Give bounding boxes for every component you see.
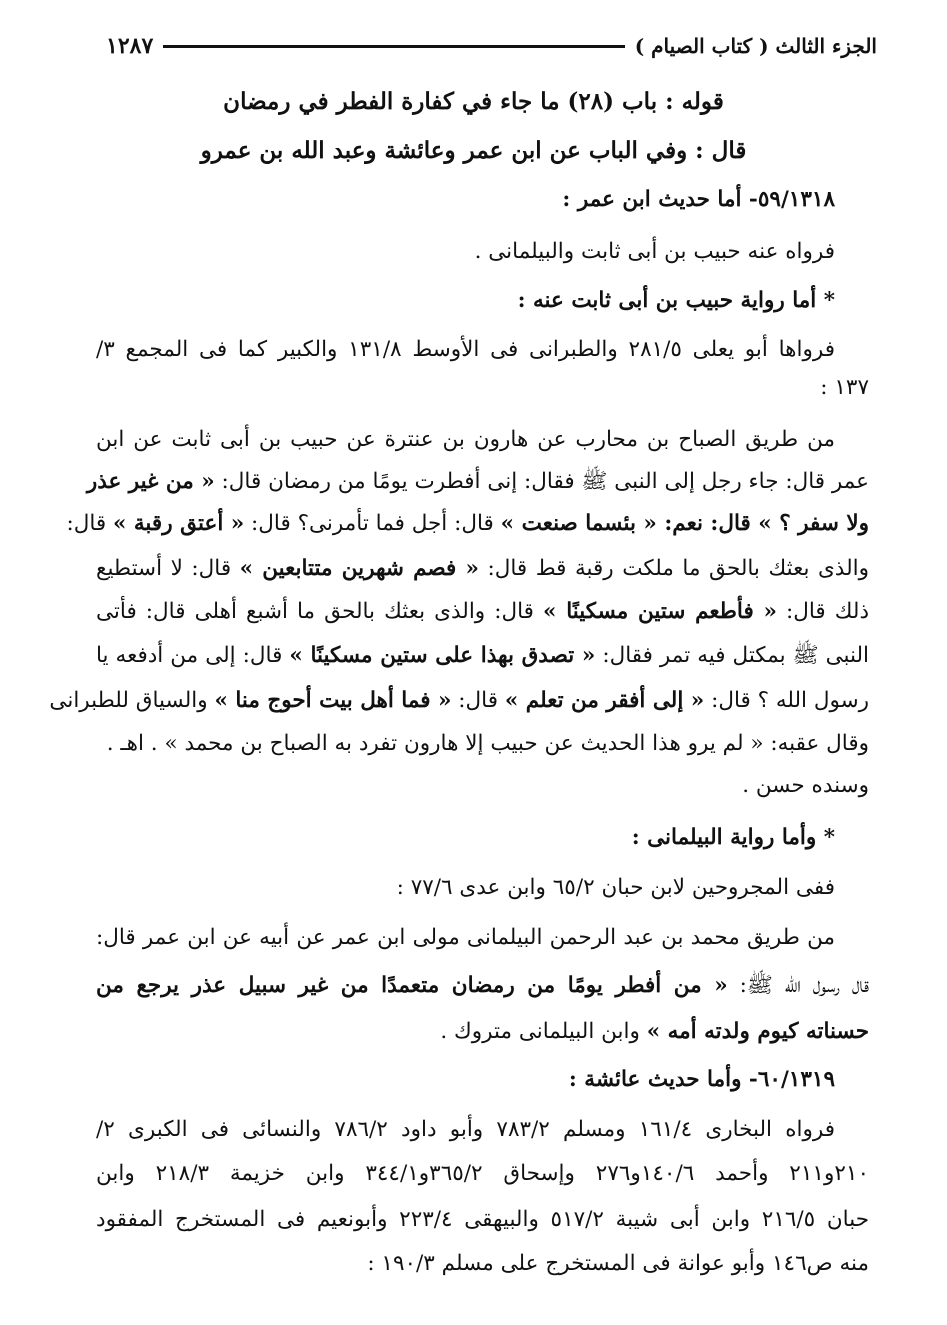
chapter-heading — [78, 78, 869, 126]
text-run: * وأما رواية البيلمانى : — [631, 825, 835, 850]
text-run: قال : وفي الباب عن ابن عمر وعائشة وعبد الله بن عمرو — [200, 137, 747, 164]
text-line — [66, 500, 869, 548]
text-line — [96, 962, 869, 1010]
text-run: رسول الله ؟ قال: — [704, 688, 869, 713]
text-line — [96, 1106, 835, 1154]
text-line — [96, 228, 835, 276]
subheading-bilmani — [96, 814, 835, 862]
text-line — [96, 588, 869, 636]
text-line — [96, 914, 835, 962]
text-line — [96, 864, 835, 912]
text-run: وابن البيلمانى متروك . — [440, 1019, 647, 1044]
text-line — [96, 720, 869, 768]
text-line — [96, 545, 869, 593]
text-run: والذى بعثك بالحق ما ملكت رقبة قط قال: — [478, 556, 869, 581]
text-run: قال: — [66, 511, 113, 536]
text-run: حسناته كيوم ولدته أمه » — [646, 1019, 869, 1044]
text-line — [86, 458, 869, 506]
subheading-habib — [96, 277, 835, 325]
page-number: ١٢٨٧ — [106, 33, 154, 59]
text-line — [96, 632, 869, 680]
page-header — [106, 28, 877, 64]
header-rule — [163, 45, 624, 48]
text-run: قال: أجل فما تأمرنى؟ قال: — [244, 511, 501, 536]
text-line — [96, 1196, 869, 1244]
text-run: النبى ﷺ بمكتل فيه تمر فقال: — [595, 643, 870, 668]
text-run: ففى المجروحين لابن حبان ٦٥/٢ وابن عدى ٧٧/٦ : — [396, 875, 835, 900]
text-run: قوله : باب (٢٨) ما جاء في كفارة الفطر في رمضان — [223, 88, 724, 115]
text-run: * أما رواية حبيب بن أبى ثابت عنه : — [517, 288, 835, 313]
running-head: الجزء الثالث ( كتاب الصيام ) — [634, 34, 877, 58]
text-run: فرواه عنه حبيب بن أبى ثابت والبيلمانى . — [474, 239, 835, 264]
text-run: ٥٩/١٣١٨- أما حديث ابن عمر : — [562, 187, 835, 212]
text-line — [96, 416, 835, 464]
hadith-heading-ibn-umar — [96, 176, 835, 224]
text-run: « تصدق بهذا على ستين مسكينًا » — [289, 643, 596, 668]
text-run: فرواه البخارى ١٦١/٤ ومسلم ٧٨٣/٢ وأبو داود ٧٨٦/٢ والنسائى فى الكبرى ٢/ — [96, 1117, 835, 1142]
hadith-heading-aisha — [96, 1056, 835, 1104]
text-run: والسياق للطبرانى — [49, 688, 215, 713]
text-run: « إلى أفقر من تعلم » — [504, 688, 705, 713]
text-run: ٦٠/١٣١٩- وأما حديث عائشة : — [568, 1067, 835, 1092]
text-run: « أعتق رقبة » — [112, 511, 245, 536]
text-line — [96, 364, 869, 412]
text-run: قال: — [451, 688, 505, 713]
text-line — [96, 1240, 869, 1288]
text-run: عمر قال: جاء رجل إلى النبى ﷺ فقال: إنى أفطرت يومًا من رمضان قال: — [214, 469, 869, 494]
text-run: وقال عقبه: « لم يرو هذا الحديث عن حبيب إلا هارون تفرد به الصباح بن محمد » . اهـ . — [106, 731, 869, 756]
text-run: قال: لا أستطيع — [96, 556, 240, 581]
text-run: قال رسول الله ﷺ: — [727, 973, 870, 998]
text-line — [96, 1008, 869, 1056]
text-line — [49, 677, 869, 725]
text-run: وسنده حسن . — [742, 773, 869, 798]
text-run: حبان ٢١٦/٥ وابن أبى شيبة ٥١٧/٢ والبيهقى ٢٢٣/٤ وأبونعيم فى المستخرج المفقود — [96, 1207, 870, 1232]
text-run: من طريق محمد بن عبد الرحمن البيلمانى مولى ابن عمر عن أبيه عن ابن عمر قال: — [96, 925, 835, 950]
text-run: « فصم شهرين متتابعين » — [239, 556, 479, 581]
text-line — [96, 762, 869, 810]
text-run: « فأطعم ستين مسكينًا » — [543, 599, 777, 624]
text-run: ١٣٧ : — [820, 375, 869, 400]
text-line — [96, 1150, 869, 1198]
chapter-subheading — [78, 127, 869, 175]
text-run: منه ص١٤٦ وأبو عوانة فى المستخرج على مسلم ١٩٠/٣ : — [367, 1251, 869, 1276]
text-run: ذلك قال: — [776, 599, 870, 624]
text-run: « فما أهل بيت أحوج منا » — [214, 688, 452, 713]
text-run: قال: والذى بعثك بالحق ما أشبع أهلى قال: فأتى — [96, 599, 544, 624]
text-run: قال: إلى من أدفعه يا — [96, 643, 290, 668]
text-run: « من أفطر يومًا من رمضان متعمدًا من غير سبيل عذر يرجع من — [96, 973, 728, 998]
text-run: ولا سفر ؟ » قال: نعم: « بئسما صنعت » — [500, 511, 869, 536]
text-run: ٢١٠و٢١١ وأحمد ١٤٠/٦و٢٧٦ وإسحاق ٣٦٥/٢و٣٤٤/١ وابن خزيمة ٢١٨/٣ وابن — [96, 1161, 869, 1186]
text-run: من طريق الصباح بن محارب عن هارون بن عنترة عن حبيب بن أبى ثابت عن ابن — [96, 427, 835, 452]
text-run: فرواها أبو يعلى ٢٨١/٥ والطبرانى فى الأوسط ١٣١/٨ والكبير كما فى المجمع ٣/ — [96, 337, 835, 362]
text-run: « من غير عذر — [86, 469, 215, 494]
